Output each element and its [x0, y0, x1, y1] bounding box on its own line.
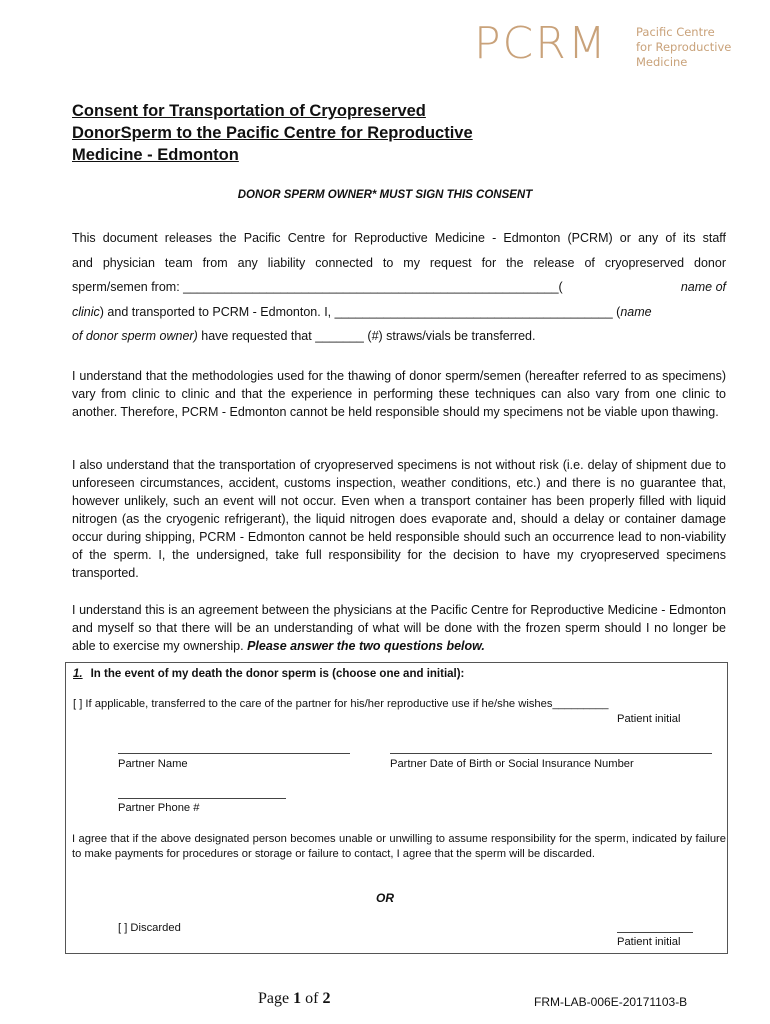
question-1 — [73, 668, 464, 680]
option-partner[interactable]: [ ] If applicable, transferred to the care of the partner for his/her reproductive use if he/she wishes_________ — [73, 698, 609, 710]
clinic-hint: name of — [680, 280, 726, 294]
or-separator: OR — [376, 891, 394, 905]
title-line-2: DonorSperm to the Pacific Centre for Reproductive — [72, 124, 473, 142]
name-hint: name — [620, 304, 652, 319]
agreement-text: I understand this is an agreement between the physicians at the Pacific Centre for Reproductive Medicine - Edmonton and myself so that there will be an understanding of what will be done with the frozen sperm should I no longer be able to exercise my ownership. — [72, 603, 726, 653]
straws-blank[interactable]: have requested that _______ ( — [197, 329, 372, 343]
partner-phone-line[interactable] — [118, 798, 286, 799]
question-text: In the event of my death the donor sperm is (choose one and initial): — [90, 668, 465, 680]
question-number: 1. — [73, 668, 83, 680]
straws-hint: # — [371, 329, 379, 343]
logo-sub-line: Medicine — [636, 55, 688, 69]
agreement-clause: I agree that if the above designated person becomes unable or unwilling to assume responsibility for the sperm, indicated by failure to make payments for procedures or storage or failure to contact, I agree that the sperm will be discarded. — [72, 833, 726, 860]
agreement-instruction: Please answer the two questions below. — [247, 639, 485, 653]
consent-subtitle: DONOR SPERM OWNER* MUST SIGN THIS CONSENT — [237, 189, 533, 201]
logo-sub-line: for Reproductive — [636, 40, 732, 54]
partner-dob-line[interactable] — [390, 753, 712, 754]
para1-line-2: and physician team from any liability connected to my request for the release of cryopreserved donor — [72, 255, 726, 270]
page-word: Page — [258, 990, 294, 1007]
partner-phone-label: Partner Phone # — [118, 802, 200, 814]
form-code: FRM-LAB-006E-20171103-B — [534, 995, 688, 1009]
clinic-blank[interactable]: sperm/semen from: ______________________________________________________( — [72, 280, 563, 294]
logo-text: PCRM — [474, 18, 608, 69]
transport-risk-paragraph: I also understand that the transportation of cryopreserved specimens is not without risk (i.e. delay of shipment due to unforeseen circumstances, accident, customs inspection, weather conditions, etc.) and there is no guarantee that, however unlikely, such an event will not occur. Even when a transport container has been properly filled with liquid nitrogen (as the cryogenic refrigerant), the liquid nitrogen does evaporate and, should a delay or container damage occur during shipping, PCRM - Edmonton cannot be held responsible should such an occurrence lead to non-viability of the sperm. I, the undersigned, take full responsibility for the decision to have my cryopreserved specimens transported. — [72, 458, 726, 580]
agreement-paragraph — [72, 601, 726, 655]
title-line-3: Medicine - Edmonton — [72, 146, 239, 164]
clinic-hint-2: clinic — [72, 304, 100, 319]
patient-initial-label-2: Patient initial — [617, 936, 681, 948]
logo-sub-line: Pacific Centre — [636, 25, 715, 39]
patient-initial-label: Patient initial — [617, 713, 681, 725]
page-current: 1 — [293, 990, 302, 1007]
straws-tail: ) straws/vials be transferred. — [378, 329, 536, 343]
title-line-1: Consent for Transportation of Cryopreserved — [72, 102, 426, 120]
partner-name-label: Partner Name — [118, 758, 188, 770]
partner-dob-label: Partner Date of Birth or Social Insurance Number — [390, 758, 634, 770]
of-word: of — [301, 990, 323, 1007]
page-number — [258, 990, 330, 1008]
para1-line-5 — [72, 324, 726, 349]
para1-line-3 — [72, 275, 726, 300]
patient-initial-line-2[interactable] — [617, 932, 693, 933]
para1-line-1: This document releases the Pacific Centre for Reproductive Medicine - Edmonton (PCRM) or any of its staff — [72, 231, 726, 245]
logo-subtitle — [636, 25, 731, 70]
owner-name-blank[interactable]: ) and transported to PCRM - Edmonton. I, ________________________________________ ( — [99, 304, 621, 319]
para1-line-4 — [72, 300, 726, 325]
option-discarded[interactable]: [ ] Discarded — [118, 922, 181, 934]
page-total: 2 — [322, 990, 331, 1007]
partner-name-line[interactable] — [118, 753, 350, 754]
owner-hint: of donor sperm owner) — [72, 329, 198, 343]
document-title — [72, 100, 592, 166]
methodology-paragraph: I understand that the methodologies used for the thawing of donor sperm/semen (hereafter referred to as specimens) vary from clinic to clinic and that the experience in performing these techniques can also vary from one clinic to another. Therefore, PCRM - Edmonton cannot be held responsible should my specimens not be viable upon thawing. — [72, 369, 726, 419]
release-paragraph — [72, 226, 726, 349]
